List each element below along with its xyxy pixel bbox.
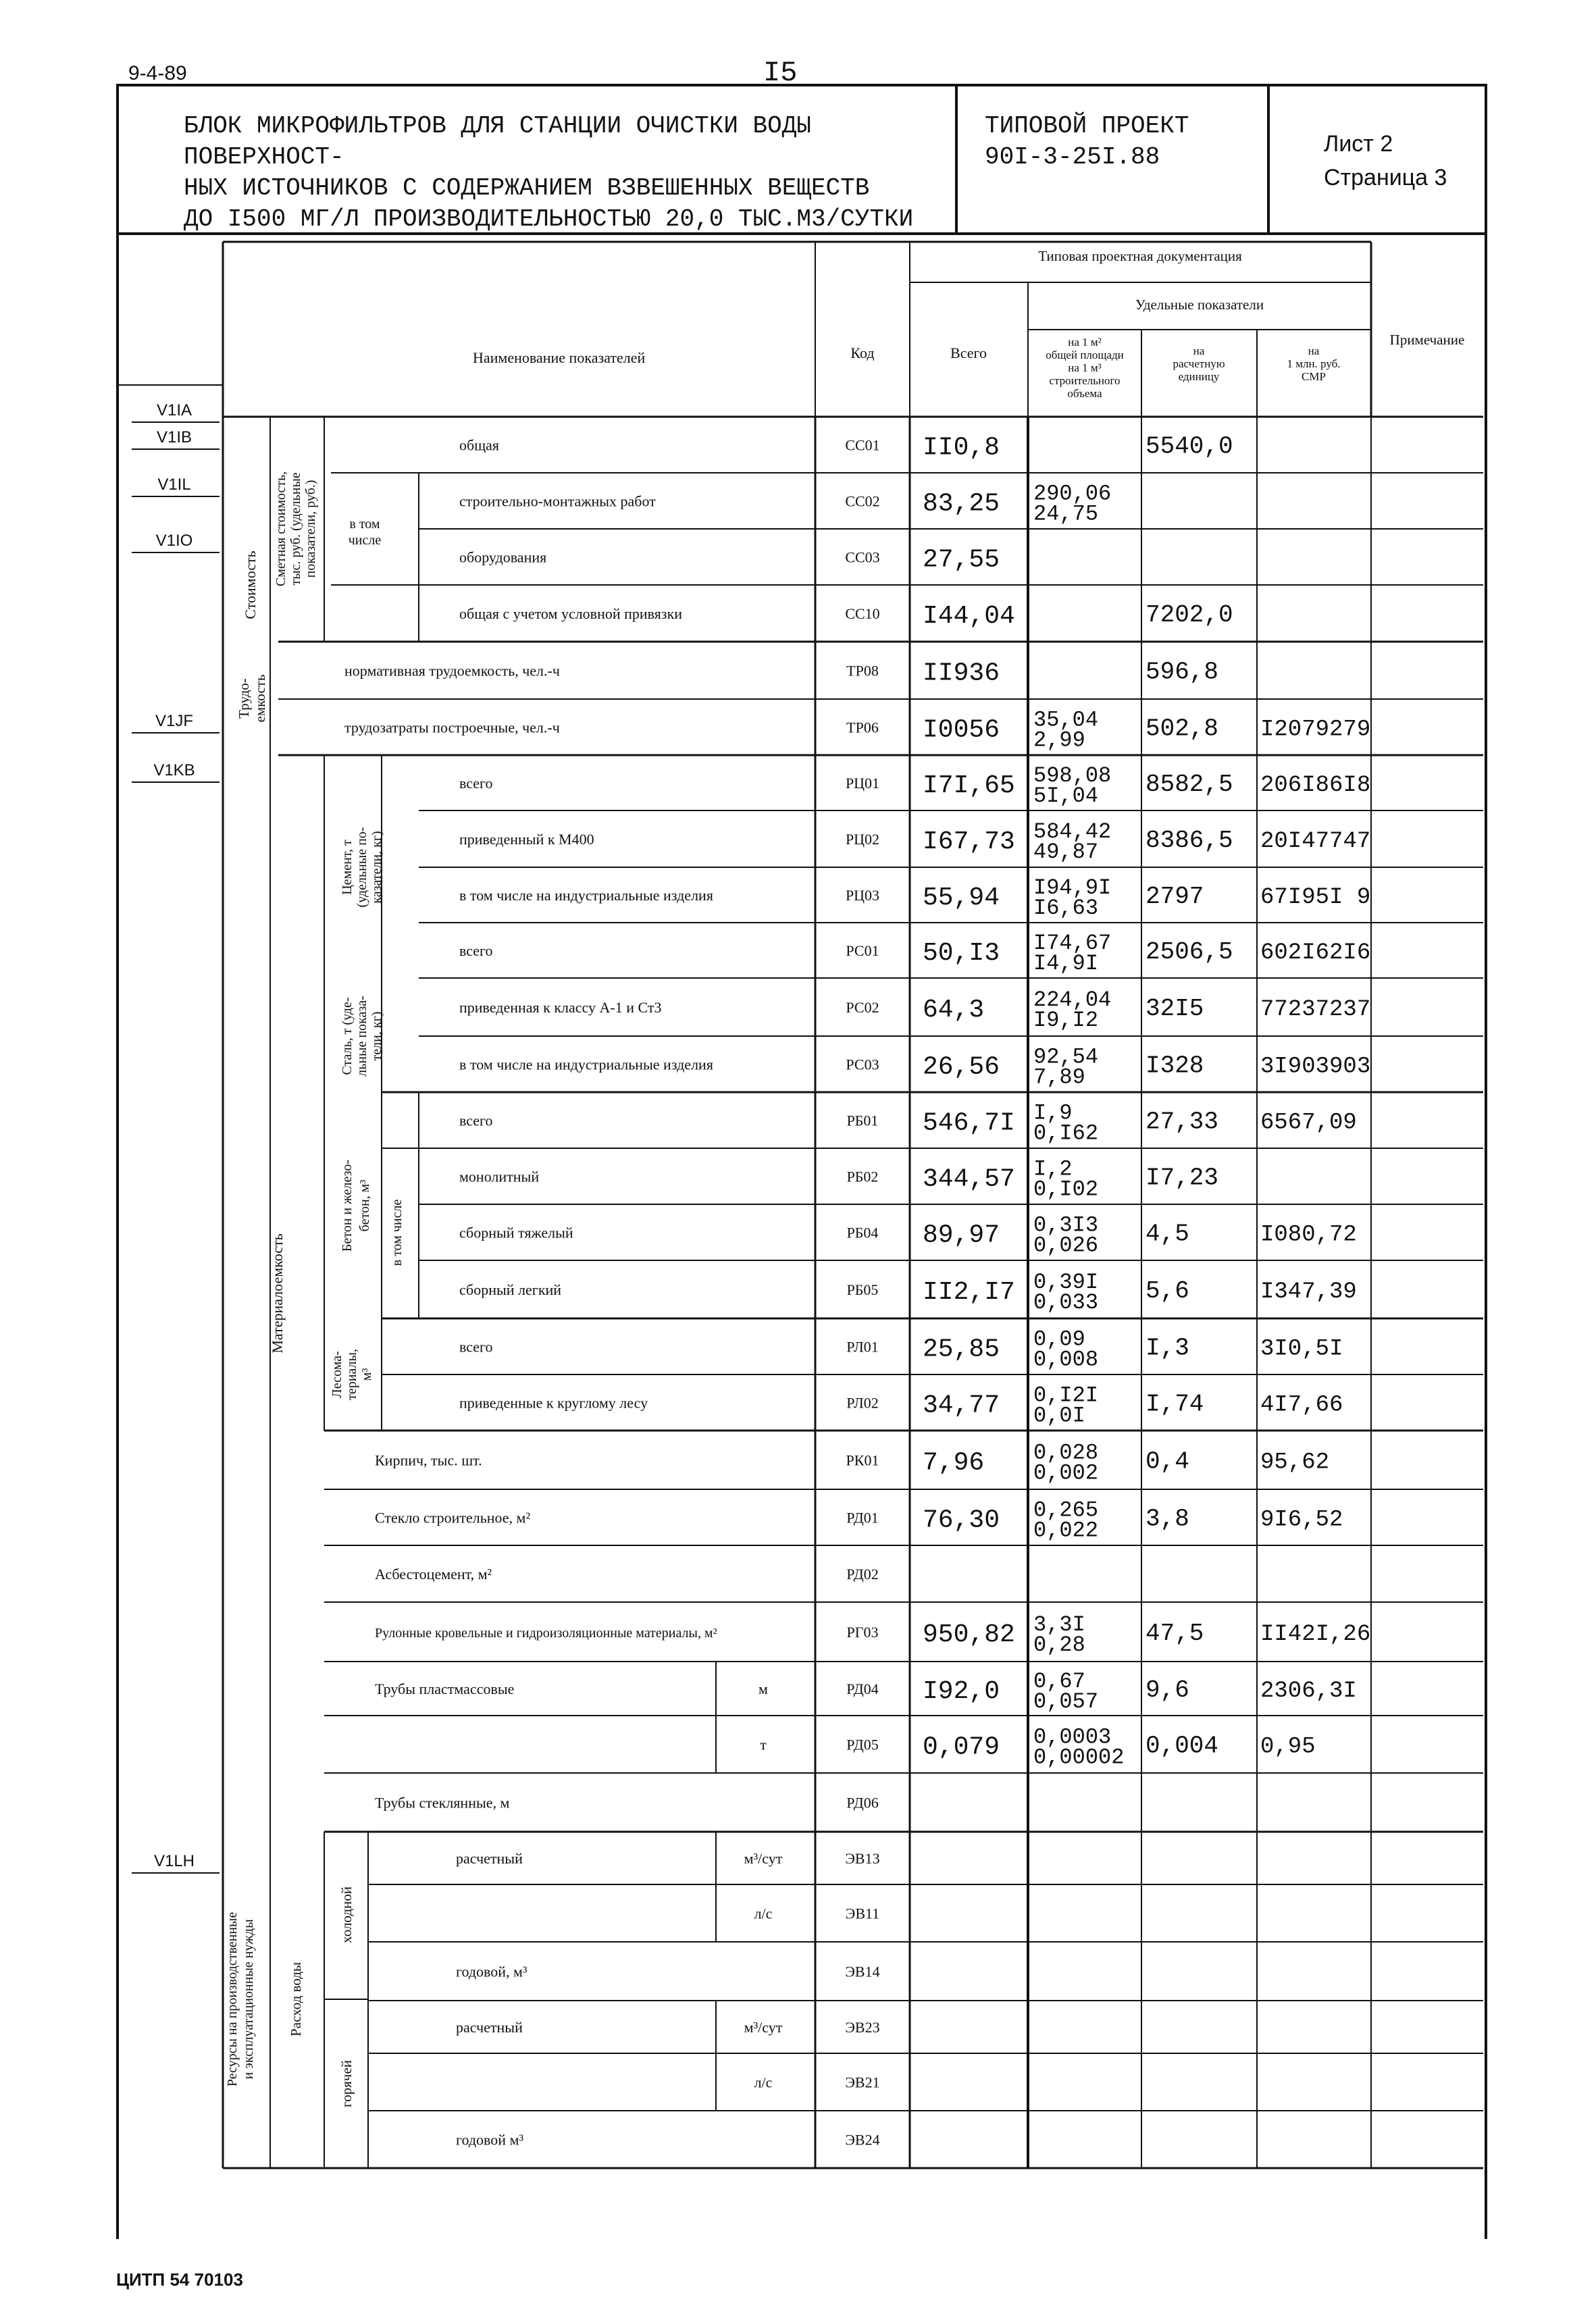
row-code: РС02 [846,999,879,1016]
side-mark: V1IO [155,532,193,550]
row-per-unit: 9,6 [1145,1676,1189,1704]
row-per-mln: 0,95 [1260,1734,1316,1760]
row-per-m2: 0,I2I [1033,1383,1099,1408]
row-name: годовой м³ [456,2131,524,2149]
row-name: нормативная трудоемкость, чел.-ч [344,662,560,679]
row-per-unit: 8582,5 [1145,771,1233,798]
row-per-unit: 596,8 [1145,658,1219,686]
row-name: оборудования [459,548,547,566]
row-per-mln: 2306,3I [1260,1678,1357,1704]
name-column-header: Наименование показателей [473,349,646,366]
per-mln-header: 1 млн. руб. [1287,357,1341,370]
row-per-unit: 0,004 [1145,1732,1219,1760]
row-name: сборный легкий [459,1281,562,1298]
row-total: 55,94 [923,883,1000,912]
page-number: I5 [763,57,798,89]
row-code: ТР06 [846,719,879,736]
footer-code: ЦИТП 54 70103 [116,2269,243,2290]
row-per-m3: 0,I62 [1033,1121,1099,1146]
per-unit-header: на [1193,344,1205,357]
row-per-m2: 0,0003 [1033,1724,1112,1750]
row-total: I0056 [923,715,1000,745]
row-name: Кирпич, тыс. шт. [375,1451,482,1469]
row-per-m3: I9,I2 [1033,1008,1099,1033]
row-total: II2,I7 [923,1278,1015,1307]
group-steel: тели, кг) [369,1011,384,1061]
row-total: 34,77 [923,1391,1000,1420]
row-per-unit: 27,33 [1145,1108,1219,1136]
row-per-unit: 8386,5 [1145,827,1233,854]
row-code: ТР08 [846,662,879,679]
row-per-mln: I080,72 [1260,1222,1357,1248]
group-cost-sub: показатели, руб.) [303,480,318,578]
per-mln-header: СМР [1302,370,1326,383]
row-code: РБ05 [846,1281,879,1298]
row-per-unit: 2506,5 [1145,938,1233,966]
group-materials: Материалоемкость [269,1233,286,1354]
row-total: I7I,65 [923,771,1015,800]
row-unit-label: м³/сут [744,2019,783,2036]
row-name: Стекло строительное, м² [375,1509,531,1526]
row-per-mln: 602I62I6 [1260,940,1371,966]
group-including: числе [348,533,382,548]
row-code: ЭВ24 [845,2131,880,2149]
group-including: в том [349,517,380,532]
row-per-unit: 0,4 [1145,1447,1189,1476]
title-line: НЫХ ИСТОЧНИКОВ С СОДЕРЖАНИЕМ ВЗВЕШЕННЫХ ВЕЩЕСТВ [184,174,870,202]
row-code: РЛ01 [846,1338,879,1356]
project-label: ТИПОВОЙ ПРОЕКТ [985,112,1189,140]
row-name: всего [459,775,493,792]
row-per-mln: 6567,09 [1260,1110,1357,1136]
row-code: РГ03 [846,1624,879,1641]
row-name: строительно-монтажных работ [459,492,656,510]
per-m2-header: на 1 м² [1068,336,1102,349]
row-per-m2: I,2 [1033,1156,1073,1182]
total-column-header: Всего [950,344,987,361]
row-unit-label: м [758,1680,768,1697]
row-per-unit: I7,23 [1145,1164,1219,1192]
group-concrete-incl: в том числе [390,1199,405,1266]
row-code: РД06 [846,1794,879,1811]
group-cost-sub: тыс. руб. (удельные [288,472,303,586]
row-per-m3: 0,026 [1033,1233,1099,1258]
group-timber: териалы, [344,1349,359,1400]
group-cost-sub: Сметная стоимость, [274,471,288,587]
row-name: общая [459,436,500,454]
row-per-mln: 9I6,52 [1260,1507,1343,1533]
row-per-mln: 20I47747 [1260,829,1371,854]
row-per-m2: 584,42 [1033,819,1112,844]
side-mark: V1JF [155,712,194,730]
row-name: всего [459,1338,493,1356]
row-per-mln: II42I,26 [1260,1622,1371,1647]
row-name: расчетный [456,1850,523,1867]
row-total: II0,8 [923,433,1000,463]
row-per-unit: 4,5 [1145,1220,1189,1248]
group-cost: Стоимость [242,550,259,619]
row-per-m2: 92,54 [1033,1044,1099,1070]
row-per-m3: 0,0I [1033,1403,1085,1429]
row-total: I67,73 [923,827,1015,856]
row-per-m2: I94,9I [1033,875,1112,900]
row-per-m2: 35,04 [1033,707,1099,733]
row-per-m3: 0,I02 [1033,1177,1099,1202]
group-timber: м³ [359,1368,374,1381]
row-code: РС03 [846,1056,879,1073]
group-cement: казатели, кг) [369,831,384,904]
side-mark: V1IB [156,428,192,446]
row-name: годовой, м³ [456,1963,527,1980]
per-mln-header: на [1308,344,1320,357]
row-per-m3: 5I,04 [1033,783,1099,808]
row-name: в том числе на индустриальные изделия [459,887,713,904]
docs-group-header: Типовая проектная документация [1038,248,1242,264]
row-per-m3: 0,28 [1033,1632,1085,1657]
row-name: Трубы стеклянные, м [375,1794,510,1811]
row-name: приведенный к М400 [459,831,594,848]
row-total: 7,96 [923,1448,985,1478]
group-labor: емкость [252,674,268,723]
side-mark: V1IA [156,401,192,419]
row-code: СС03 [845,548,880,566]
row-code: РД01 [846,1509,879,1526]
row-total: 546,7I [923,1108,1015,1138]
row-total: 26,56 [923,1052,1000,1082]
row-per-m2: 0,028 [1033,1440,1099,1466]
row-total: 89,97 [923,1220,1000,1250]
row-per-mln: 77237237 [1260,997,1371,1023]
project-number: 90I-3-25I.88 [985,143,1160,171]
row-per-unit: 502,8 [1145,715,1219,743]
group-water: Расход воды [288,1961,304,2037]
row-per-unit: 7202,0 [1145,601,1233,629]
row-name: в том числе на индустриальные изделия [459,1056,713,1073]
row-total: 27,55 [923,545,1000,575]
row-total: II936 [923,659,1000,688]
row-per-unit: 3,8 [1145,1505,1189,1533]
title-line: БЛОК МИКРОФИЛЬТРОВ ДЛЯ СТАНЦИИ ОЧИСТКИ ВОДЫ ПОВЕРХНОСТ- [184,112,811,171]
row-per-mln: 3I903903 [1260,1054,1371,1080]
group-hot: горячей [338,2060,355,2107]
row-per-m3: 0,00002 [1033,1745,1125,1770]
note-column-header: Примечание [1389,332,1465,348]
row-unit-label: м³/сут [744,1850,783,1867]
row-name: Трубы пластмассовые [375,1680,515,1697]
row-per-mln: I347,39 [1260,1279,1357,1305]
row-per-unit: 32I5 [1145,995,1204,1023]
row-code: ЭВ21 [845,2074,880,2091]
row-name: трудозатраты построечные, чел.-ч [344,719,560,736]
row-per-unit: 47,5 [1145,1620,1204,1647]
row-per-mln: 67I95I 9 [1260,885,1371,910]
row-per-m2: 224,04 [1033,987,1112,1012]
group-steel: льные показа- [355,996,369,1077]
specific-group-header: Удельные показатели [1135,297,1264,313]
group-resources: Ресурсы на производственные [225,1911,240,2087]
row-total: 25,85 [923,1335,1000,1364]
row-per-m3: 49,87 [1033,840,1099,865]
row-code: РБ04 [846,1224,879,1241]
row-per-unit: 5,6 [1145,1277,1189,1305]
row-unit-label: л/с [754,2074,773,2091]
page-label: Страница 3 [1324,165,1447,190]
row-per-m2: I74,67 [1033,931,1112,956]
row-name: сборный тяжелый [459,1224,573,1241]
row-code: СС10 [845,605,880,622]
row-code: ЭВ13 [845,1850,880,1867]
row-per-m2: 0,265 [1033,1497,1099,1523]
group-concrete: Бетон и железо- [340,1159,355,1252]
side-mark: V1IL [157,475,191,494]
row-per-m3: 0,002 [1033,1460,1099,1486]
row-per-m2: 0,39I [1033,1270,1099,1295]
row-code: СС02 [845,492,880,510]
row-per-m3: 0,008 [1033,1347,1099,1372]
row-code: РЦ03 [845,887,880,904]
row-code: РК01 [846,1451,879,1469]
row-total: 76,30 [923,1506,1000,1535]
per-m2-header: общей площади [1046,349,1124,361]
row-code: РБ02 [846,1168,879,1185]
row-name: всего [459,1112,493,1129]
row-total: 950,82 [923,1620,1015,1649]
group-labor: Трудо- [236,678,252,719]
row-code: РД04 [846,1680,879,1697]
row-total: 64,3 [923,996,985,1025]
group-cement: Цемент, т [340,840,355,895]
row-code: РБ01 [846,1112,879,1129]
row-name: общая с учетом условной привязки [459,605,683,622]
row-per-m3: 0,057 [1033,1689,1099,1714]
row-unit-label: т [760,1736,767,1753]
row-total: 344,57 [923,1164,1015,1194]
row-code: РЦ01 [845,775,880,792]
row-per-m2: 3,3I [1033,1612,1085,1637]
row-name: Асбестоцемент, м² [375,1566,492,1583]
row-per-m3: 2,99 [1033,727,1085,753]
per-unit-header: расчетную [1173,357,1225,370]
group-resources: и эксплуатационные нужды [241,1919,256,2080]
row-per-unit: I,74 [1145,1390,1204,1418]
row-per-unit: 5540,0 [1145,432,1233,461]
per-m2-header: объема [1067,387,1102,400]
row-code: ЭВ11 [845,1905,880,1922]
row-per-m2: 0,3I3 [1033,1212,1099,1238]
row-code: ЭВ14 [845,1963,880,1980]
row-per-m3: I6,63 [1033,896,1099,921]
group-timber: Лесома- [330,1351,344,1398]
title-line: ДО I500 МГ/Л ПРОИЗВОДИТЕЛЬНОСТЬЮ 20,0 ТЫС.М3/СУТКИ [184,205,914,233]
row-per-mln: 3I0,5I [1260,1336,1343,1362]
row-per-m3: 0,022 [1033,1518,1099,1543]
group-concrete: бетон, м³ [357,1179,372,1232]
row-per-m2: 598,08 [1033,763,1112,788]
row-total: 50,I3 [923,939,1000,968]
row-per-mln: 4I7,66 [1260,1392,1343,1418]
row-total: 0,079 [923,1732,1000,1762]
row-per-m3: 24,75 [1033,501,1099,527]
row-code: РЦ02 [845,831,880,848]
row-per-unit: I328 [1145,1052,1204,1080]
row-per-m3: 0,033 [1033,1290,1099,1315]
row-total: I44,04 [923,602,1015,631]
row-code: РД05 [846,1736,879,1753]
side-mark: V1KB [153,761,195,779]
row-code: РД02 [846,1566,879,1583]
row-name: приведенные к круглому лесу [459,1394,648,1412]
row-name: приведенная к классу А-1 и Ст3 [459,999,662,1016]
row-code: РЛ02 [846,1394,879,1412]
row-per-m2: I,9 [1033,1100,1073,1126]
row-total: I92,0 [923,1677,1000,1706]
per-m2-header: на 1 м³ [1068,361,1102,374]
row-per-mln: 95,62 [1260,1449,1330,1476]
row-per-m3: 7,89 [1033,1064,1085,1090]
row-per-m2: 0,09 [1033,1327,1085,1352]
code-column-header: Код [850,344,875,361]
row-per-mln: I2079279 [1260,717,1371,743]
row-code: СС01 [845,436,880,454]
group-cement: (удельные по- [355,827,369,908]
row-name: Рулонные кровельные и гидроизоляционные материалы, м² [375,1626,717,1641]
row-per-m2: 290,06 [1033,481,1112,507]
side-mark: V1LH [153,1852,195,1870]
per-m2-header: строительного [1049,374,1121,387]
row-per-unit: I,3 [1145,1334,1189,1362]
document-code: 9-4-89 [128,62,187,84]
row-name: расчетный [456,2019,523,2036]
row-total: 83,25 [923,489,1000,519]
row-code: РС01 [846,942,879,959]
row-unit-label: л/с [754,1905,773,1922]
row-code: ЭВ23 [845,2019,880,2036]
row-per-m2: 0,67 [1033,1669,1085,1694]
row-per-unit: 2797 [1145,883,1204,910]
row-per-mln: 206I86I8 [1260,773,1371,798]
group-steel: Сталь, т (уде- [340,997,355,1075]
per-unit-header: единицу [1178,370,1220,383]
row-name: всего [459,942,493,959]
sheet-label: Лист 2 [1324,131,1393,157]
row-name: монолитный [459,1168,540,1185]
group-cold: холодной [338,1886,355,1943]
row-per-m3: I4,9I [1033,951,1099,976]
